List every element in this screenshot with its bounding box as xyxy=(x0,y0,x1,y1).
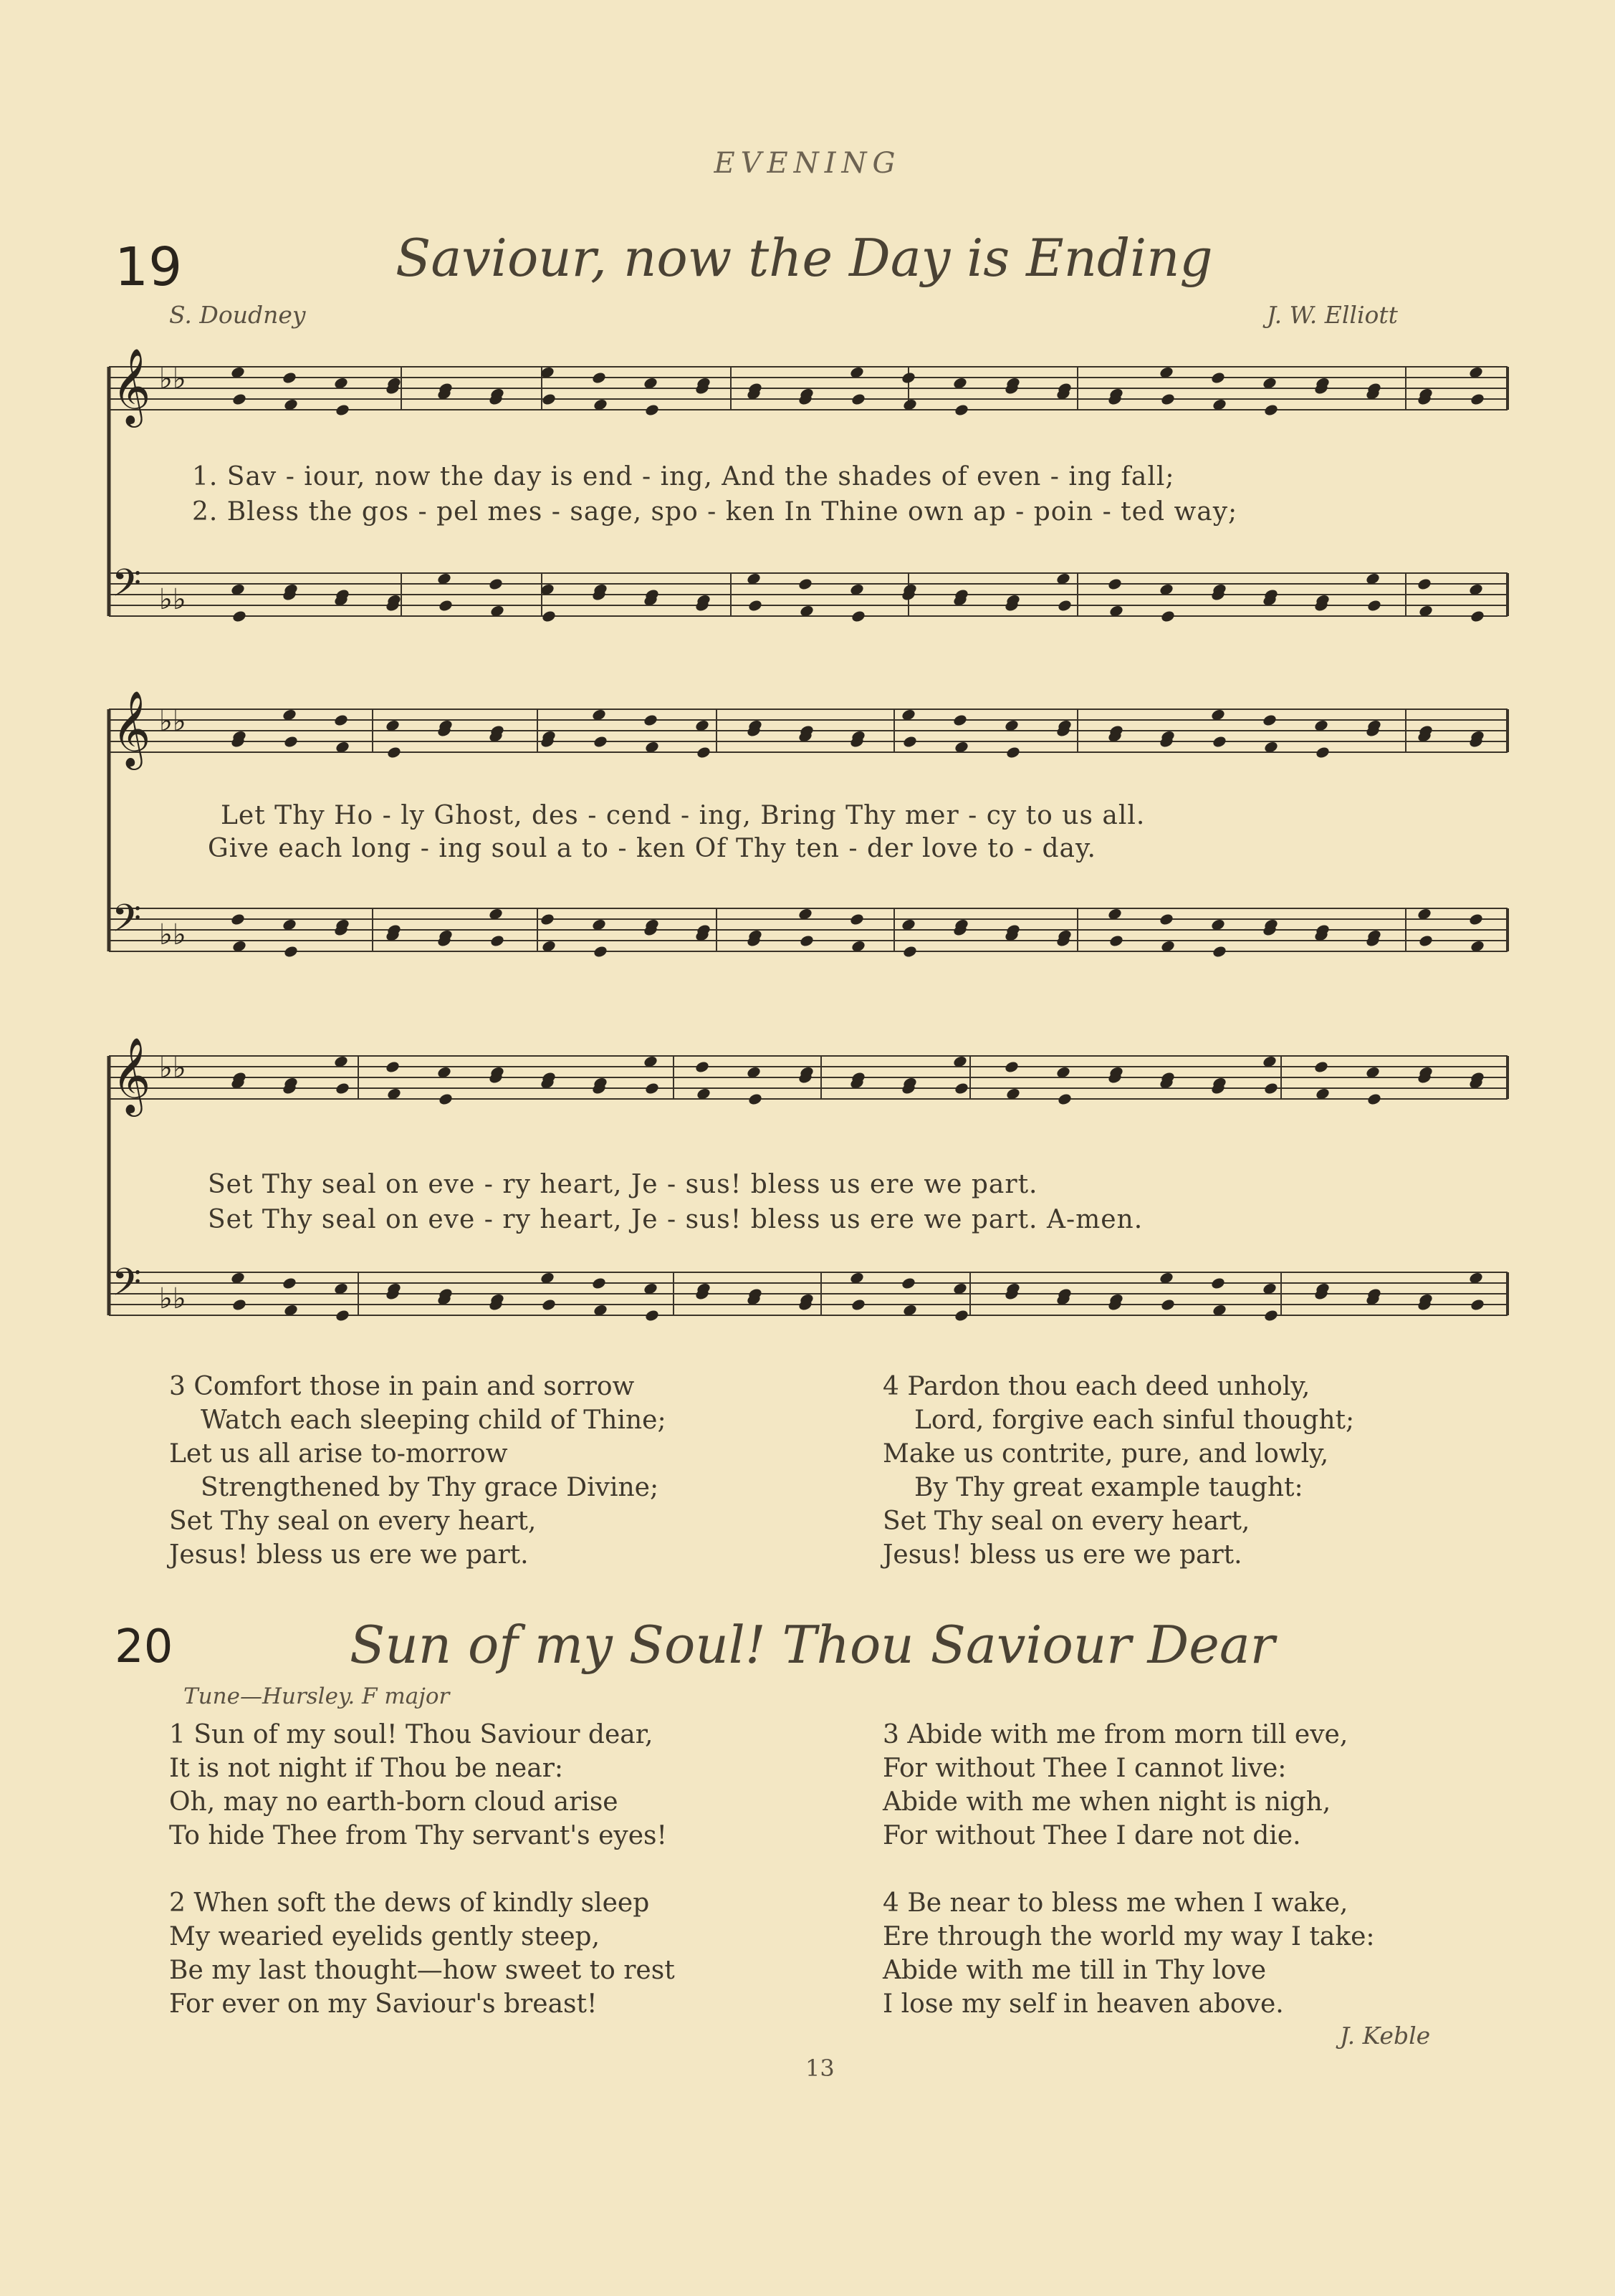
note-head xyxy=(283,735,299,749)
note-head xyxy=(1107,577,1123,591)
note-head xyxy=(849,913,865,926)
note-head xyxy=(1004,1060,1020,1074)
note-head xyxy=(1366,1092,1382,1106)
note-head xyxy=(1366,599,1382,613)
hymn-20-author: J. Keble xyxy=(1340,2022,1431,2050)
note-head xyxy=(1470,393,1485,406)
note-head xyxy=(1262,714,1278,727)
note-head xyxy=(1057,1092,1073,1106)
note-head xyxy=(335,403,350,417)
lyric-line: Set Thy seal on eve - ry heart, Je - sus! bless us ere we part. xyxy=(208,1170,1038,1199)
note-head xyxy=(902,945,918,959)
bass-clef: 𝄢 xyxy=(112,1261,142,1314)
note-head xyxy=(1212,945,1227,959)
note-head xyxy=(1263,1082,1279,1095)
note-head xyxy=(799,934,815,948)
note-head xyxy=(1313,1060,1329,1074)
note-head xyxy=(1108,934,1124,948)
note-head xyxy=(696,746,711,759)
note-head xyxy=(1210,371,1226,385)
hymn-19-title: Saviour, now the Day is Ending xyxy=(396,228,1213,288)
note-head xyxy=(282,371,297,385)
note-head xyxy=(644,403,660,417)
note-head xyxy=(1005,746,1021,759)
page-number: 13 xyxy=(805,2055,835,2082)
note-head xyxy=(282,1277,297,1290)
note-head xyxy=(386,746,402,759)
note-head xyxy=(231,393,247,406)
flat-sign: ♭♭ xyxy=(159,362,186,395)
bass-clef: 𝄢 xyxy=(112,562,142,615)
hymn-19-verse-3: 3 Comfort those in pain and sorrow Watch each sleeping child of Thine; Let us all arise to-morrow Strengthened by Thy grace Divine; Set Thy seal on every heart, Jesus! bless us ere we part. xyxy=(169,1372,666,1570)
hymn-20-number: 20 xyxy=(115,1620,173,1673)
note-head xyxy=(850,610,866,623)
treble-clef: 𝄞 xyxy=(112,1037,151,1113)
lyric-line: 2. Bless the gos - pel mes - sage, spo - ken In Thine own ap - poin - ted way; xyxy=(192,497,1238,527)
note-head xyxy=(231,1298,247,1312)
hymn-19-author: S. Doudney xyxy=(169,301,306,329)
note-head xyxy=(901,1277,916,1290)
note-head xyxy=(1417,577,1432,591)
lyric-line: 1. Sav - iour, now the day is end - ing, And the shades of even - ing fall; xyxy=(192,462,1175,491)
note-head xyxy=(954,1309,969,1322)
note-head xyxy=(489,934,505,948)
note-head xyxy=(747,1092,763,1106)
note-head xyxy=(335,1309,350,1322)
note-head xyxy=(797,577,813,591)
note-head xyxy=(1263,403,1279,417)
flat-sign: ♭♭ xyxy=(159,1052,186,1085)
hymn-20-title: Sun of my Soul! Thou Saviour Dear xyxy=(350,1615,1275,1675)
note-head xyxy=(1057,599,1073,613)
treble-clef: 𝄞 xyxy=(112,347,151,424)
note-head xyxy=(644,1082,660,1095)
hymn-19-verse-4: 4 Pardon thou each deed unholy, Lord, forgive each sinful thought; Make us contrite, pure, and lowly, By Thy great example taught: Set Thy seal on every heart, Jesus! bless us ere we part. xyxy=(883,1372,1355,1570)
note-head xyxy=(952,714,968,727)
note-head xyxy=(954,403,969,417)
note-head xyxy=(540,913,555,926)
note-head xyxy=(541,610,557,623)
bass-clef: 𝄢 xyxy=(112,897,142,950)
hymn-20-tune: Tune—Hursley. F major xyxy=(183,1683,450,1709)
note-head xyxy=(1160,393,1176,406)
hymn-20-verse-2: 2 When soft the dews of kindly sleep My wearied eyelids gently steep, Be my last thought—how sweet to rest For ever on my Saviour's breast! xyxy=(169,1888,675,2019)
note-head xyxy=(488,577,504,591)
note-head xyxy=(231,610,247,623)
note-head xyxy=(1470,1298,1485,1312)
hymn-19-composer: J. W. Elliott xyxy=(1267,301,1398,329)
hymn-20-verse-3: 3 Abide with me from morn till eve, For without Thee I cannot live: Abide with me when night is nigh, For without Thee I dare not die. xyxy=(883,1720,1348,1850)
note-head xyxy=(901,371,916,385)
note-head xyxy=(1468,913,1484,926)
flat-sign: ♭♭ xyxy=(159,1282,186,1315)
note-head xyxy=(591,1277,607,1290)
note-head xyxy=(1160,610,1176,623)
note-head xyxy=(230,913,246,926)
running-head: EVENING xyxy=(714,147,901,180)
lyric-line: Set Thy seal on eve - ry heart, Je - sus! bless us ere we part. A-men. xyxy=(208,1205,1144,1234)
lyric-line: Let Thy Ho - ly Ghost, des - cend - ing, Bring Thy mer - cy to us all. xyxy=(221,801,1146,830)
note-head xyxy=(850,1298,866,1312)
note-head xyxy=(333,714,349,727)
note-head xyxy=(1263,1309,1279,1322)
note-head xyxy=(438,1092,454,1106)
note-head xyxy=(593,945,608,959)
note-head xyxy=(694,1060,710,1074)
note-head xyxy=(335,1082,350,1095)
note-head xyxy=(541,1298,557,1312)
note-head xyxy=(1160,1298,1176,1312)
note-head xyxy=(954,1082,969,1095)
note-head xyxy=(1470,610,1485,623)
treble-clef: 𝄞 xyxy=(112,690,151,767)
note-head xyxy=(644,1309,660,1322)
note-head xyxy=(1159,913,1174,926)
note-head xyxy=(902,735,918,749)
lyric-line: Give each long - ing soul a to - ken Of Thy ten - der love to - day. xyxy=(208,834,1096,863)
note-head xyxy=(1212,735,1227,749)
note-head xyxy=(593,735,608,749)
note-head xyxy=(541,393,557,406)
hymn-20-verse-1: 1 Sun of my soul! Thou Saviour dear, It is not night if Thou be near: Oh, may no earth-born cloud arise To hide Thee from Thy servant's eyes! xyxy=(169,1720,667,1850)
note-head xyxy=(643,714,658,727)
hymn-20-verse-4: 4 Be near to bless me when I wake, Ere through the world my way I take: Abide with me till in Thy love I lose my self in heaven above. xyxy=(883,1888,1375,2019)
note-head xyxy=(1210,1277,1226,1290)
note-head xyxy=(438,599,454,613)
hymn-19-number: 19 xyxy=(115,236,183,298)
note-head xyxy=(1315,746,1331,759)
note-head xyxy=(591,371,607,385)
note-head xyxy=(283,945,299,959)
note-head xyxy=(1418,934,1434,948)
note-head xyxy=(850,393,866,406)
flat-sign: ♭♭ xyxy=(159,583,186,616)
flat-sign: ♭♭ xyxy=(159,705,186,738)
note-head xyxy=(385,1060,401,1074)
flat-sign: ♭♭ xyxy=(159,918,186,951)
note-head xyxy=(747,599,763,613)
